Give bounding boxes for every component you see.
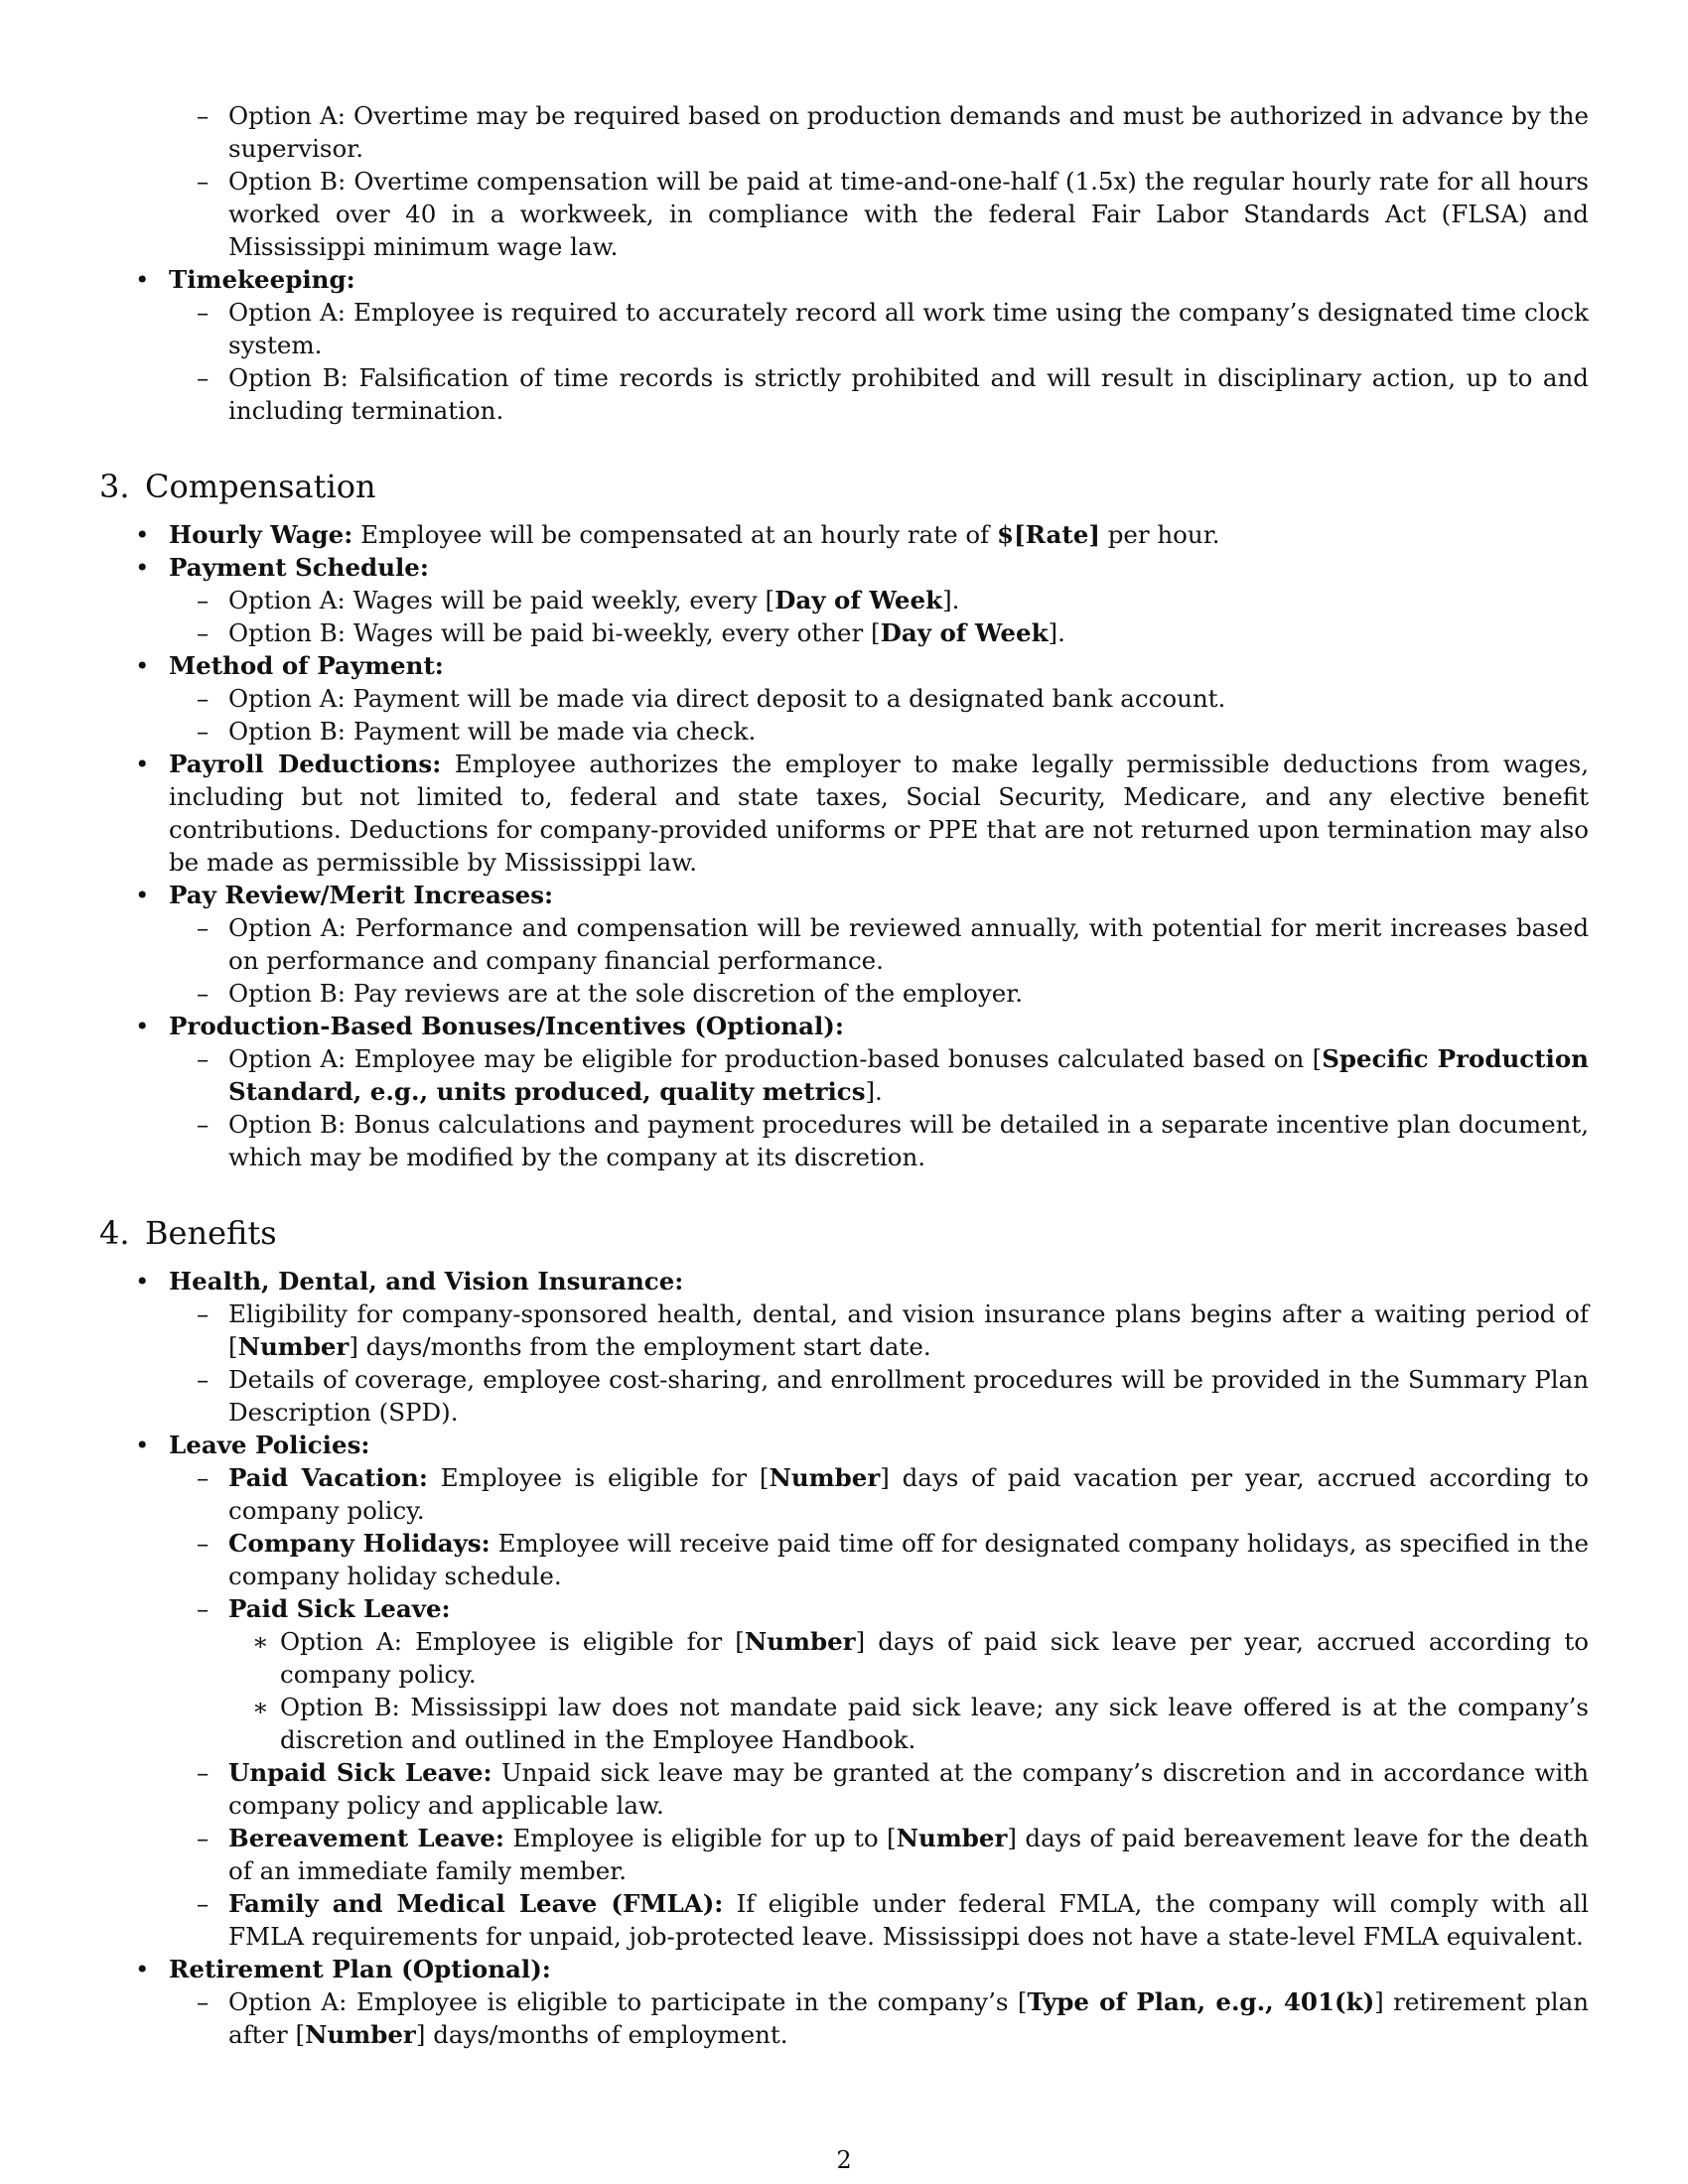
list-item: – Family and Medical Leave (FMLA): If eligible under federal FMLA, the company will comply with all FMLA requirements for unpaid, job-protected leave. Mississippi does not have a state-level FMLA equivalent.	[197, 1889, 1589, 1951]
method-of-payment-item: • Method of Payment: – Option A: Payment will be made via direct deposit to a designated bank account. – Option B: Payment will be made via check.	[99, 649, 1589, 748]
hourly-wage-item: • Hourly Wage: Employee will be compensated at an hourly rate of $[Rate] per hour.	[135, 520, 1220, 549]
list-item: – Company Holidays: Employee will receive paid time off for designated company holidays, as specified in the company holiday schedule.	[197, 1529, 1590, 1590]
overtime-continuation	[99, 99, 1589, 263]
list-item: – Option A: Employee may be eligible for production-based bonuses calculated based on [Specific Production Standard, e.g., units produced, quality metrics].	[197, 1044, 1589, 1106]
pay-review-item: • Pay Review/Merit Increases: – Option A: Performance and compensation will be reviewed annually, with potential for merit increases based on performance and company financial performance. – Option B: Pay reviews are at the sole discretion of the employer.	[135, 881, 1589, 1008]
list-item: – Paid Vacation: Employee is eligible for [Number] days of paid vacation per year, accrued according to company policy.	[197, 1463, 1589, 1525]
list-item: – Option A: Payment will be made via direct deposit to a designated bank account.	[197, 684, 1226, 713]
list-item: – Option B: Falsification of time records is strictly prohibited and will result in disciplinary action, up to and including termination.	[197, 363, 1589, 425]
list-item: – Option B: Bonus calculations and payment procedures will be detailed in a separate incentive plan document, which may be modified by the company at its discretion.	[197, 1110, 1589, 1171]
list-item: – Option B: Pay reviews are at the sole discretion of the employer.	[197, 979, 1024, 1008]
insurance-item: • Health, Dental, and Vision Insurance: – Eligibility for company-sponsored health, dental, and vision insurance plans begins after a waiting period of [Number] days/months from the employment start date. – Details of coverage, employee cost-sharing, and enrollment procedures will be provided in the Summary Plan Description (SPD).	[135, 1267, 1589, 1427]
compensation-list	[99, 518, 1589, 1173]
section-heading-benefits: 4. Benefits	[99, 1214, 277, 1252]
bonuses-item: • Production-Based Bonuses/Incentives (Optional): – Option A: Employee may be eligible for production-based bonuses calculated based on [Specific Production Standard, e.g., units produced, quality metrics]. – Option B: Bonus calculations and payment procedures will be detailed in a separate incentive plan document, which may be modified by the company at its discretion.	[135, 1012, 1589, 1171]
leave-policies-item: • Leave Policies: – Paid Vacation: Employee is eligible for [Number] days of paid vacation per year, accrued according to company policy. – Company Holidays: Employee will receive paid time off for designated company holidays, as specified in the company holiday schedule. – Paid Sick Leave: ∗ Option A: Employee is eligible for [Number] days of paid sick leave per year, accrued according to company policy. ∗ Option B: Mississippi law does not mandate paid sick leave; any sick leave offered is at the company’s discretion and outlined in the Employee Handbook. – Unpaid Sick Leave: Unpaid sick leave may be granted at the company’s discretion and in accordance with company policy and applicable law. – Bereavement Leave: Employee is eligible for up to [Number] days of paid bereavement leave for the death of an immediate family member. – Family and Medical Leave (FMLA): If eligible under federal FMLA, the company will comply with all FMLA requirements for unpaid, job-protected leave. Mississippi does not have a state-level FMLA equivalent.	[135, 1431, 1590, 1951]
section2-continuation	[99, 99, 1589, 427]
list-item: ∗ Option B: Mississippi law does not mandate paid sick leave; any sick leave offered is at the company’s discretion and outlined in the Employee Handbook.	[252, 1693, 1589, 1754]
section-heading-compensation: 3. Compensation	[99, 468, 376, 505]
list-item: – Eligibility for company-sponsored health, dental, and vision insurance plans begins after a waiting period of [Number] days/months from the employment start date.	[197, 1299, 1589, 1361]
payroll-deductions-item: • Payroll Deductions: Employee authorizes the employer to make legally permissible deductions from wages, including but not limited to, federal and state taxes, Social Security, Medicare, and any elective benefit contributions. Deductions for company-provided uniforms or PPE that are not returned upon termination may also be made as permissible by Mississippi law.	[135, 750, 1589, 877]
timekeeping-item: • Timekeeping: – Option A: Employee is required to accurately record all work time using the company’s designated time clock system. – Option B: Falsification of time records is strictly prohibited and will result in disciplinary action, up to and including termination.	[135, 265, 1589, 425]
list-item: – Option A: Employee is required to accurately record all work time using the company’s designated time clock system.	[197, 298, 1589, 359]
list-item: – Bereavement Leave: Employee is eligible for up to [Number] days of paid bereavement leave for the death of an immediate family member.	[197, 1824, 1589, 1885]
list-item: – Details of coverage, employee cost-sharing, and enrollment procedures will be provided in the Summary Plan Description (SPD).	[197, 1365, 1589, 1427]
list-item: – Option A: Performance and compensation will be reviewed annually, with potential for merit increases based on performance and company financial performance.	[197, 913, 1589, 975]
list-item: – Unpaid Sick Leave: Unpaid sick leave may be granted at the company’s discretion and in accordance with company policy and applicable law.	[197, 1758, 1589, 1820]
list-item: – Option A: Employee is eligible to participate in the company’s [Type of Plan, e.g., 401(k)] retirement plan after [Number] days/months of employment.	[197, 1987, 1589, 2049]
list-item: – Option A: Overtime may be required based on production demands and must be authorized in advance by the supervisor.	[197, 101, 1589, 163]
list-item: – Option B: Overtime compensation will be paid at time-and-one-half (1.5x) the regular hourly rate for all hours worked over 40 in a workweek, in compliance with the federal Fair Labor Standards Act (FLSA) and Mississippi minimum wage law.	[197, 167, 1589, 261]
list-item: – Option B: Payment will be made via check.	[197, 717, 757, 746]
list-item: – Option B: Wages will be paid bi-weekly, every other [Day of Week].	[197, 618, 1065, 647]
payment-schedule-item: • Payment Schedule: – Option A: Wages will be paid weekly, every [Day of Week]. – Option B: Wages will be paid bi-weekly, every other [Day of Week].	[99, 551, 1589, 649]
page-number: 2	[836, 2146, 852, 2174]
document-body	[99, 99, 1589, 2051]
list-item: ∗ Option A: Employee is eligible for [Number] days of paid sick leave per year, accrued according to company policy.	[252, 1627, 1589, 1689]
list-item: – Paid Sick Leave: ∗ Option A: Employee is eligible for [Number] days of paid sick leave per year, accrued according to company policy. ∗ Option B: Mississippi law does not mandate paid sick leave; any sick leave offered is at the company’s discretion and outlined in the Employee Handbook.	[197, 1594, 1589, 1754]
list-item: – Option A: Wages will be paid weekly, every [Day of Week].	[197, 586, 960, 614]
benefits-list	[99, 1265, 1589, 2051]
retirement-item: • Retirement Plan (Optional): – Option A: Employee is eligible to participate in the company’s [Type of Plan, e.g., 401(k)] retirement plan after [Number] days/months of employment.	[135, 1955, 1589, 2049]
